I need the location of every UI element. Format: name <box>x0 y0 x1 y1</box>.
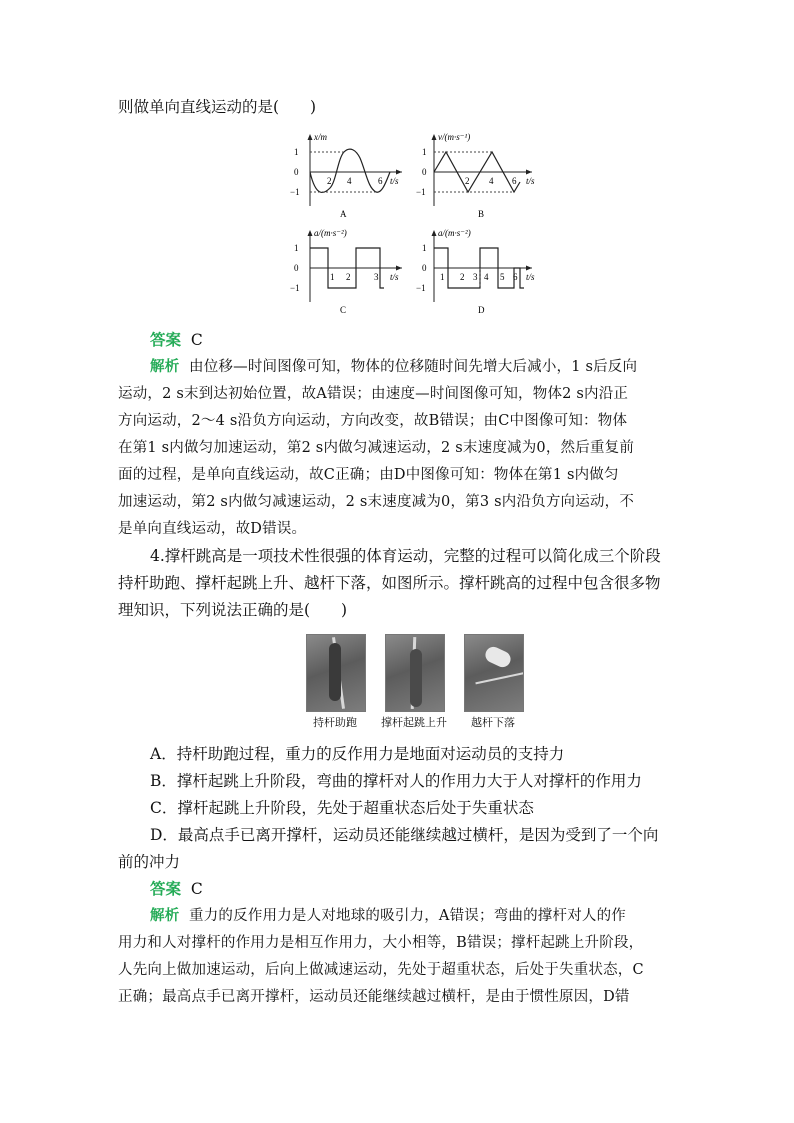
q4-option-d: D．最高点手已离开撑杆，运动员还能继续越过横杆，是因为受到了一个向 <box>150 826 659 844</box>
graph-d-ylabel: a/(m·s⁻²) <box>438 228 471 238</box>
graph-c-label: C <box>340 305 347 315</box>
q3-stem: 则做单向直线运动的是( ) <box>118 98 317 116</box>
graph-d-ytick-0: 0 <box>422 263 427 273</box>
q3-analysis-tag: 解析 <box>150 359 180 375</box>
graph-b <box>416 132 535 219</box>
q4-stem-line-2: 持杆助跑、撑杆起跳上升、越杆下落，如图所示。撑杆跳高的过程中包含很多物 <box>118 574 661 592</box>
q3-analysis-line-4: 在第1 s内做匀加速运动，第2 s内做匀减速运动，2 s末速度减为0，然后重复前 <box>118 440 635 456</box>
graph-a-label: A <box>340 209 347 219</box>
q4-analysis-tag: 解析 <box>150 908 180 924</box>
q4-option-c: C．撑杆起跳上升阶段，先处于超重状态后处于失重状态 <box>150 799 534 817</box>
graph-b-xlabel: t/s <box>526 176 535 186</box>
q4-option-b: B．撑杆起跳上升阶段，弯曲的撑杆对人的作用力大于人对撑杆的作用力 <box>150 772 642 790</box>
athlete-shape <box>483 644 513 669</box>
photo-pole-run <box>306 634 366 712</box>
q3-analysis-line-5: 面的过程，是单向直线运动，故C正确；由D中图像可知：物体在第1 s内做匀 <box>118 467 619 483</box>
q4-option-a: A．持杆助跑过程，重力的反作用力是地面对运动员的支持力 <box>150 745 565 763</box>
graph-d-ytick-1: 1 <box>422 243 427 253</box>
q4-analysis-line-2: 用力和人对撑杆的作用力是相互作用力，大小相等，B错误；撑杆起跳上升阶段， <box>118 935 644 951</box>
q3-answer <box>150 328 712 350</box>
graph-figure <box>280 128 545 324</box>
graph-d-xtick-4: 4 <box>484 272 489 282</box>
graph-d-xlabel: t/s <box>526 272 535 282</box>
q4-answer <box>150 877 712 899</box>
q4-analysis-line-3: 人先向上做加速运动，后向上做减速运动，先处于超重状态，后处于失重状态，C <box>118 962 644 978</box>
graph-a-xlabel: t/s <box>390 176 399 186</box>
q4-stem-line-1: 4.撑杆跳高是一项技术性很强的体育运动，完整的过程可以简化成三个阶段 <box>150 547 661 565</box>
graph-c-ylabel: a/(m·s⁻²) <box>314 228 347 238</box>
q4-analysis-line-1 <box>150 904 712 925</box>
q3-analysis-line-3: 方向运动，2～4 s沿负方向运动，方向改变，故B错误；由C中图像可知：物体 <box>118 413 628 429</box>
graph-d <box>416 228 535 315</box>
graph-a-ytick-m1: −1 <box>290 187 300 197</box>
q4-option-d-cont: 前的冲力 <box>118 853 181 871</box>
graph-c-ytick-0: 0 <box>294 263 299 273</box>
graph-a-xtick-4: 4 <box>347 176 352 186</box>
q3-analysis-line-2: 运动，2 s末到达初始位置，故A错误；由速度—时间图像可知，物体2 s内沿正 <box>118 386 629 402</box>
graph-d-xtick-2: 2 <box>460 272 465 282</box>
q4-stem-line-3: 理知识，下列说法正确的是( ) <box>118 601 348 619</box>
graph-b-ytick-m1: −1 <box>416 187 426 197</box>
graph-b-xtick-4: 4 <box>489 176 494 186</box>
graph-c-xtick-3: 3 <box>374 272 379 282</box>
q4-analysis-text-1: 重力的反作用力是人对地球的吸引力，A错误；弯曲的撑杆对人的作 <box>189 908 626 924</box>
crossbar-shape <box>475 672 524 685</box>
graph-c-xlabel: t/s <box>390 272 399 282</box>
graph-a-ytick-0: 0 <box>294 167 299 177</box>
graph-c-xtick-2: 2 <box>346 272 351 282</box>
q3-answer-tag: 答案 <box>150 331 182 349</box>
q4-answer-value: C <box>190 880 203 898</box>
graph-b-ytick-1: 1 <box>422 147 427 157</box>
q3-answer-value: C <box>190 331 203 349</box>
q3-analysis-line-1 <box>150 355 712 376</box>
graph-b-xtick-6: 6 <box>512 176 517 186</box>
photo-caption-3: 越杆下落 <box>471 716 515 729</box>
photo-caption-2: 撑杆起跳上升 <box>381 716 447 729</box>
graph-d-xtick-5: 5 <box>500 272 505 282</box>
graph-d-xtick-3: 3 <box>473 272 478 282</box>
athlete-shape <box>410 649 422 707</box>
q3-analysis-line-6: 加速运动，第2 s内做匀减速运动，2 s末速度减为0，第3 s内沿负方向运动，不 <box>118 494 635 510</box>
graph-d-xtick-1: 1 <box>440 272 445 282</box>
graph-a <box>290 132 402 219</box>
q4-analysis-line-4: 正确；最高点手已离开撑杆，运动员还能继续越过横杆，是由于惯性原因，D错 <box>118 989 630 1005</box>
athlete-shape <box>329 643 341 701</box>
graph-b-ylabel: v/(m·s⁻¹) <box>438 132 471 142</box>
photo-bar-clear <box>464 634 524 712</box>
graph-b-xtick-2: 2 <box>465 176 470 186</box>
graph-d-xtick-6: 6 <box>513 272 518 282</box>
photo-caption-1: 持杆助跑 <box>313 716 357 729</box>
q4-answer-tag: 答案 <box>150 880 182 898</box>
graph-d-label: D <box>478 305 485 315</box>
graph-a-ylabel: x/m <box>314 132 327 142</box>
graph-a-xtick-2: 2 <box>327 176 332 186</box>
graph-b-label: B <box>478 209 485 219</box>
graph-c-xtick-1: 1 <box>330 272 335 282</box>
graph-a-ytick-1: 1 <box>294 147 299 157</box>
q3-analysis-line-7: 是单向直线运动，故D错误。 <box>118 521 307 537</box>
photo-pole-takeoff <box>385 634 445 712</box>
graph-c-ytick-m1: −1 <box>290 283 300 293</box>
graph-b-ytick-0: 0 <box>422 167 427 177</box>
q3-analysis-text-1: 由位移—时间图像可知，物体的位移随时间先增大后减小，1 s后反向 <box>189 359 638 375</box>
graph-c-ytick-1: 1 <box>294 243 299 253</box>
graph-a-xtick-6: 6 <box>378 176 383 186</box>
graph-figure-svg <box>280 128 545 320</box>
graph-c <box>290 228 402 315</box>
graph-d-ytick-m1: −1 <box>416 283 426 293</box>
